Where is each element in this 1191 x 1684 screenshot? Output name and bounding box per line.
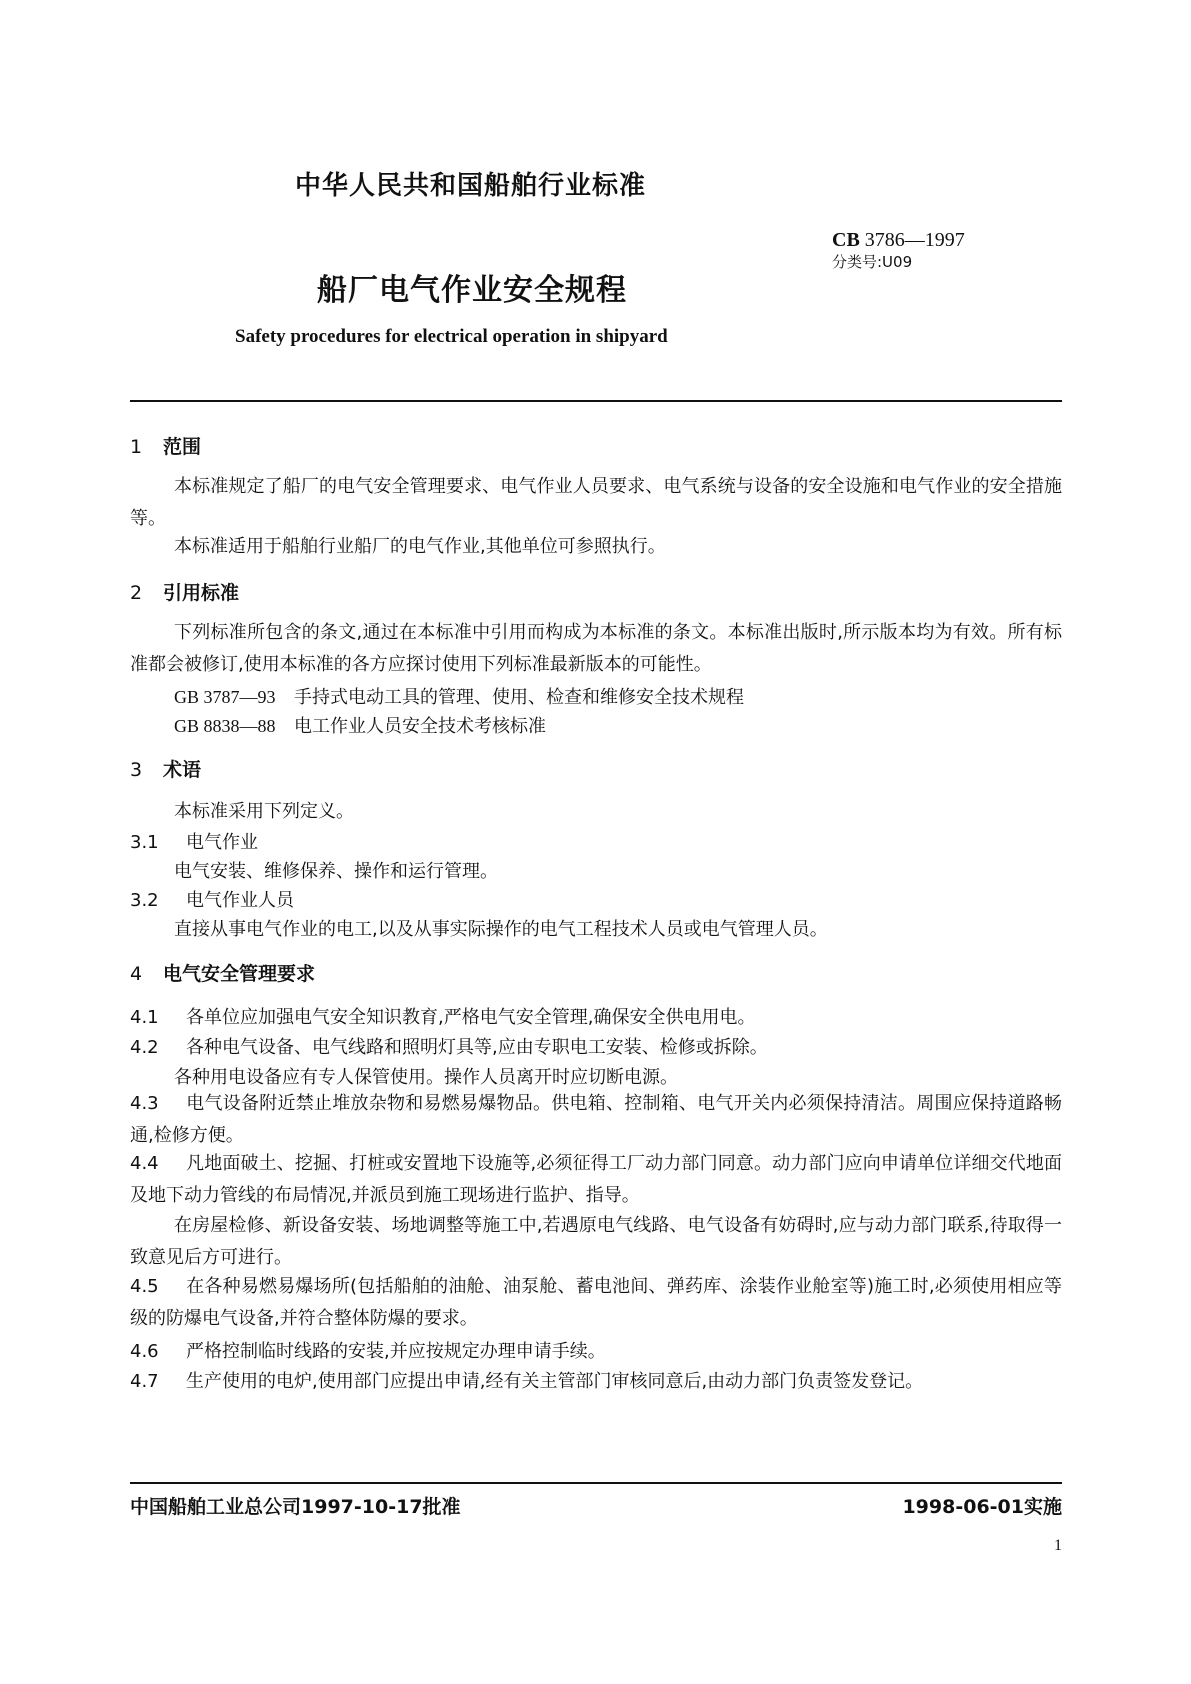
clause-4-3: [130, 1088, 1062, 1152]
clause-4-6: [130, 1337, 606, 1363]
section-1-paragraph-2: 本标准适用于船舶行业船厂的电气作业,其他单位可参照执行。: [174, 536, 666, 557]
clause-number: 4.7: [130, 1371, 159, 1392]
document-title-english: Safety procedures for electrical operation in shipyard: [235, 326, 668, 347]
footer-divider: [130, 1482, 1062, 1484]
clause-number: 4.3: [130, 1093, 159, 1114]
section-1-paragraph-1: 本标准规定了船厂的电气安全管理要求、电气作业人员要求、电气系统与设备的安全设施和电气作业的安全措施等。: [130, 476, 1062, 529]
section-title: 范围: [163, 436, 202, 458]
effective-date: 1998-06-01实施: [902, 1496, 1062, 1518]
clause-4-4: [130, 1148, 1062, 1212]
approval-date: 中国船舶工业总公司1997-10-17批准: [130, 1496, 461, 1518]
clause-4-2: [130, 1033, 768, 1059]
section-title: 电气安全管理要求: [163, 963, 316, 985]
document-title: 船厂电气作业安全规程: [317, 273, 627, 308]
clause-4-4-paragraph-2: 在房屋检修、新设备安装、场地调整等施工中,若遇原电气线路、电气设备有妨碍时,应与动力部门联系,待取得一致意见后方可进行。: [130, 1215, 1062, 1268]
clause-number: 4.4: [130, 1153, 159, 1174]
term-name: 电气作业: [186, 832, 258, 853]
reference-item: [174, 712, 546, 738]
section-4-heading: [130, 959, 315, 986]
section-number: 4: [130, 963, 143, 985]
clause-number: 3.1: [130, 832, 159, 853]
term-3-1: [130, 828, 258, 854]
clause-number: 4.5: [130, 1276, 159, 1297]
section-number: 3: [130, 759, 143, 781]
clause-4-2-paragraph-2: 各种用电设备应有专人保管使用。操作人员离开时应切断电源。: [174, 1067, 678, 1088]
reference-code: GB 3787—93: [174, 687, 276, 707]
clause-text: 生产使用的电炉,使用部门应提出申请,经有关主管部门审核同意后,由动力部门负责签发登记。: [186, 1371, 924, 1392]
reference-code: GB 8838—88: [174, 716, 276, 736]
clause-text: 电气设备附近禁止堆放杂物和易燃易爆物品。供电箱、控制箱、电气开关内必须保持清洁。周围应保持道路畅通,检修方便。: [130, 1093, 1062, 1146]
classification-number: 分类号:U09: [832, 253, 913, 271]
section-1-heading: [130, 432, 201, 459]
section-number: 1: [130, 436, 143, 458]
clause-number: 4.6: [130, 1341, 159, 1362]
section-title: 术语: [163, 759, 202, 781]
term-3-1-definition: 电气安装、维修保养、操作和运行管理。: [174, 861, 498, 882]
clause-text: 各种电气设备、电气线路和照明灯具等,应由专职电工安装、检修或拆除。: [186, 1037, 768, 1058]
clause-number: 4.2: [130, 1037, 159, 1058]
header-divider: [130, 400, 1062, 402]
term-name: 电气作业人员: [186, 890, 294, 911]
clause-text: 凡地面破土、挖掘、打桩或安置地下设施等,必须征得工厂动力部门同意。动力部门应向申请单位详细交代地面及地下动力管线的布局情况,并派员到施工现场进行监护、指导。: [130, 1153, 1062, 1206]
standard-number: [832, 229, 965, 252]
section-title: 引用标准: [163, 582, 240, 604]
reference-title: 手持式电动工具的管理、使用、检查和维修安全技术规程: [294, 687, 744, 708]
clause-text: 各单位应加强电气安全知识教育,严格电气安全管理,确保安全供电用电。: [186, 1007, 756, 1028]
section-2-heading: [130, 578, 239, 605]
clause-text: 在各种易燃易爆场所(包括船舶的油舱、油泵舱、蓄电池间、弹药库、涂装作业舱室等)施工时,必须使用相应等级的防爆电气设备,并符合整体防爆的要求。: [130, 1276, 1062, 1329]
clause-4-7: [130, 1367, 923, 1393]
page-number: 1: [1054, 1537, 1062, 1554]
clause-text: 严格控制临时线路的安装,并应按规定办理申请手续。: [186, 1341, 606, 1362]
clause-number: 4.1: [130, 1007, 159, 1028]
standard-prefix: CB: [832, 229, 860, 251]
standard-org-header: 中华人民共和国船舶行业标准: [295, 171, 647, 201]
reference-item: [174, 683, 744, 709]
clause-4-5: [130, 1271, 1062, 1335]
clause-4-1: [130, 1003, 755, 1029]
term-3-2-definition: 直接从事电气作业的电工,以及从事实际操作的电气工程技术人员或电气管理人员。: [174, 919, 828, 940]
section-2-paragraph-1: 下列标准所包含的条文,通过在本标准中引用而构成为本标准的条文。本标准出版时,所示版本均为有效。所有标准都会被修订,使用本标准的各方应探讨使用下列标准最新版本的可能性。: [130, 622, 1062, 675]
standard-code: 3786—1997: [864, 229, 965, 251]
reference-title: 电工作业人员安全技术考核标准: [294, 716, 546, 737]
term-3-2: [130, 886, 294, 912]
section-3-heading: [130, 755, 201, 782]
section-3-paragraph-1: 本标准采用下列定义。: [174, 801, 354, 822]
section-number: 2: [130, 582, 143, 604]
clause-number: 3.2: [130, 890, 159, 911]
